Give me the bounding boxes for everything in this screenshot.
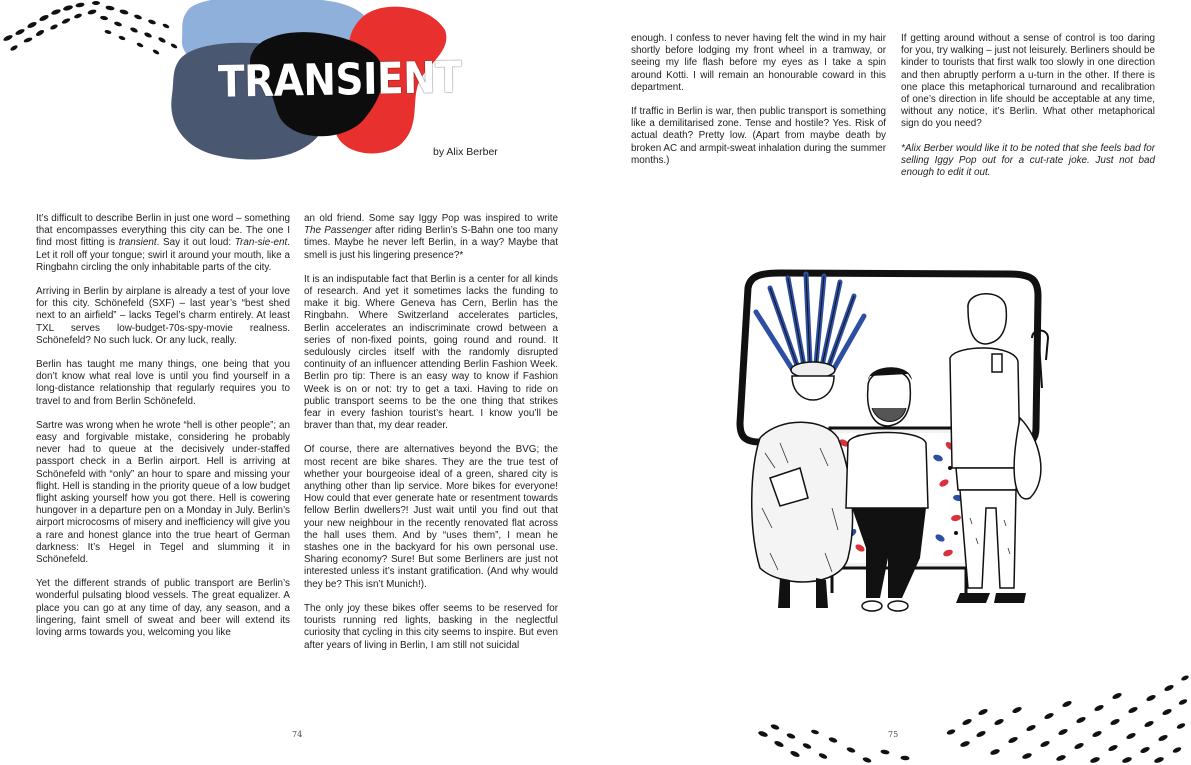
paragraph: Arriving in Berlin by airplane is already a test of your love for this city. Schönefeld (SXF) – last year’s “best shed next to an airfield” – lacks Tegel’s charm entirely. At least TXL serves low-budget-70s-spy-movie realness. Schönefeld? No such luck. Or any luck, really.	[36, 286, 290, 346]
paragraph: Yet the different strands of public transport are Berlin’s wonderful pulsating blood vessels. The great equalizer. A place you can go at any time of day, any season, and a lingering, faint smell of sweat and beer will extend its loving arms towards you, welcoming you like	[36, 578, 290, 639]
figure-standing-person	[950, 294, 1048, 603]
paragraph: Of course, there are alternatives beyond the BVG; the most recent are bike shares. They are the true test of whether your bourgeoise ideal of a green, shared city is anything other than lip service. More bikes for everyone! How could that ever generate hate or resentment towards fellow Berlin dwellers?! Just wait until you find out that your new neighbour in the recently renovated flat across the hall uses them. And by “uses them”, I mean he stashes one in the backyard for his own personal use. Sharing economy? Sure! But some Berliners are just not interested unless it’s instant gratification. (And why would they be? This isn’t Munich!).	[304, 444, 558, 590]
figure-bearded-man	[846, 367, 928, 611]
paragraph: Sartre was wrong when he wrote “hell is other people”; an easy and forgivable mistake, considering he probably never had to queue at the decisively under-staffed passport check in a Berlin airport. Hell is arriving at Schönefeld with “only” an hour to spare and missing your flight. Hell is standing in the priority queue of a low budget flight asking yourself how you got there. Hell is cowering hungover in a departure pen on a Monday in July. Berlin’s airport microcosms of misery and inefficiency will give you a rare and honest glance into the true heart of German darkness: It’s Hegel in Tegel and slumming it in Schönefeld.	[36, 419, 290, 566]
paragraph: It is an indisputable fact that Berlin is a center for all kinds of research. And yet it sometimes lacks the funding to make it big. Where Geneva has Cern, Berlin has the Ringbahn. Where Switzerland accelerates particles, Berlin accelerates an indiscriminate crowd between a series of non-fixed points, going round and round. It sedulously circles itself with the randomly disrupted continuity of an influencer attending Berlin Fashion Week. Berlin pro tip: There is an easy way to know if Fashion Week is on or not: try to get a taxi. Having to ride on public transport seems to be the one thing that strikes fear in every fashion tourist’s heart. I know you’ll be braver than that, my dear reader.	[304, 273, 558, 432]
left-page	[0, 0, 595, 765]
page-number-left: 74	[292, 730, 303, 739]
left-column-1	[36, 213, 290, 639]
page-number-right: 75	[888, 730, 899, 739]
para-intro-a: It’s difficult to describe Berlin in just one word – something that encompasses everything this city can be. The one I find most fitting is transient. Say it out loud: Tran-sie-ent. Let it roll off your tongue; swirl it around your mouth, like a Ringbahn circling the only inhabitable parts of the city.	[36, 213, 290, 273]
brush-dot-pattern-bottom-right-icon	[755, 672, 1191, 765]
subway-passengers-illustration-icon	[720, 268, 1070, 640]
paragraph: The only joy these bikes offer seems to be reserved for tourists running red lights, basking in the neglectful curiosity that cycling in this city seems to inspire. But even after years of living in Berlin, I am still not suicidal	[304, 602, 558, 651]
paragraph	[304, 213, 558, 262]
paragraph: enough. I confess to never having felt the wind in my hair shortly before lodging my front wheel in a tramway, or seeing my life flash before my eyes as I take a spin around Kotti. I will remain an honourable coward in this department.	[631, 33, 886, 93]
right-column-1	[631, 33, 886, 167]
article-title: TRANSIENT	[217, 52, 462, 109]
brush-dot-pattern-top-left-icon	[0, 0, 185, 75]
figure-headdress	[756, 274, 864, 378]
paragraph	[36, 213, 290, 274]
right-column-2	[901, 33, 1155, 179]
paragraph: If getting around without a sense of control is too daring for you, try walking – just not leisurely. Berliners should be kinder to tourists that first walk too slowly in one direction and then abruptly perform a u-turn in the other. If there is one place this metaphorical turnaround and recalibration of one’s direction in life should be acceptable at any time, without any notice, it’s Berlin. What other metaphorical sign do you need?	[901, 33, 1155, 130]
paragraph: Berlin has taught me many things, one being that you don’t know what real love is until you find yourself in a long-distance relationship that regularly requires you to travel to and from Berlin Schönefeld.	[36, 359, 290, 407]
article-byline: by Alix Berber	[433, 146, 498, 158]
paragraph: If traffic in Berlin is war, then public transport is something like a demilitarised zone. Tense and hostile? Yes. Risk of actual death? Pretty low. (Apart from maybe death by broken AC and armpit-sweat inhalation during the summer months.)	[631, 106, 886, 166]
footnote: *Alix Berber would like it to be noted that she feels bad for selling Iggy Pop out for a cut-rate joke. Just not bad enough to edit it out.	[901, 142, 1155, 179]
para-iggy: an old friend. Some say Iggy Pop was inspired to write The Passenger after riding Berlin’s S-Bahn one too many times. Maybe he never left Berlin, in a way? Maybe that smell is just his lingering presence?*	[304, 213, 558, 261]
left-column-2	[304, 213, 558, 652]
